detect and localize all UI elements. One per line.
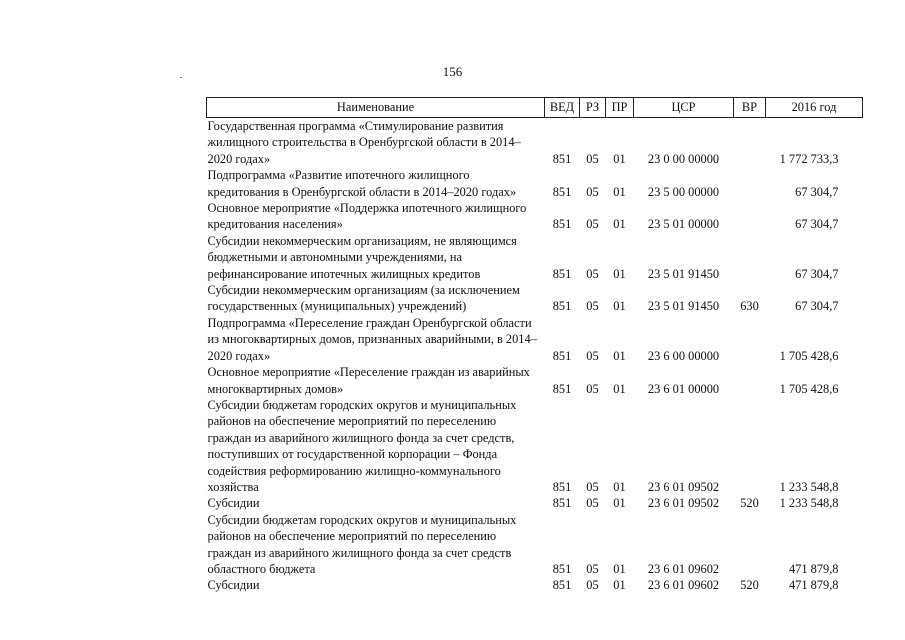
row-amount: 67 304,7 — [795, 266, 839, 281]
table-row — [207, 167, 863, 200]
row-amount: 67 304,7 — [795, 299, 839, 314]
row-rz: 05 — [586, 151, 599, 166]
table-row — [207, 282, 863, 315]
row-name: Субсидии — [207, 496, 260, 511]
budget-table — [206, 97, 863, 594]
row-name: Подпрограмма «Переселение граждан Оренбургской области из многоквартирных домов, признанных аварийными, в 2014–2020 годах» — [207, 315, 537, 363]
row-pr: 01 — [613, 561, 626, 576]
row-csr: 23 5 01 00000 — [647, 217, 720, 232]
row-amount: 471 879,8 — [788, 578, 839, 593]
row-pr: 01 — [613, 184, 626, 199]
row-rz: 05 — [586, 381, 599, 396]
row-ved: 851 — [552, 348, 572, 363]
row-rz: 05 — [586, 479, 599, 494]
table-row — [207, 577, 863, 593]
row-ved: 851 — [552, 381, 572, 396]
row-csr: 23 6 01 09602 — [647, 561, 720, 576]
row-vr: 520 — [740, 578, 759, 593]
header-vr: ВР — [734, 98, 766, 118]
row-vr — [734, 233, 766, 282]
row-ved: 851 — [552, 479, 572, 494]
row-vr — [734, 397, 766, 495]
row-pr: 01 — [613, 266, 626, 281]
row-name: Основное мероприятие «Переселение граждан из аварийных многоквартирных домов» — [207, 365, 530, 396]
header-pr: ПР — [606, 98, 634, 118]
header-year: 2016 год — [766, 98, 863, 118]
row-name: Субсидии — [207, 578, 260, 593]
row-pr: 01 — [613, 578, 626, 593]
row-rz: 05 — [586, 184, 599, 199]
row-rz: 05 — [586, 217, 599, 232]
row-name: Субсидии бюджетам городских округов и муниципальных районов на обеспечение мероприятий по переселению граждан из аварийного жилищного фонда за счет средств, поступивших от государственной корпорации – Фонда содействия реформированию жилищно-коммунального хозяйства — [207, 397, 517, 494]
row-vr — [734, 167, 766, 200]
table-row — [207, 315, 863, 364]
row-amount: 1 233 548,8 — [779, 479, 839, 494]
row-name: Субсидии некоммерческим организациям, не являющимся бюджетными и автономными учреждениями, на рефинансирование ипотечных жилищных кредитов — [207, 233, 517, 281]
table-row — [207, 512, 863, 578]
table-row — [207, 200, 863, 233]
row-name: Субсидии некоммерческим организациям (за исключением государственных (муниципальных) учреждений) — [207, 283, 520, 314]
row-pr: 01 — [613, 496, 626, 511]
row-ved: 851 — [552, 561, 572, 576]
row-amount: 67 304,7 — [795, 217, 839, 232]
scan-artifact — [180, 77, 182, 78]
row-vr — [734, 200, 766, 233]
row-rz: 05 — [586, 561, 599, 576]
row-vr — [734, 512, 766, 578]
header-csr: ЦСР — [634, 98, 734, 118]
row-csr: 23 0 00 00000 — [647, 151, 720, 166]
row-name: Государственная программа «Стимулирование развития жилищного строительства в Оренбургской области в 2014–2020 годах» — [207, 119, 521, 166]
table-header-row — [207, 98, 863, 118]
row-rz: 05 — [586, 348, 599, 363]
row-rz: 05 — [586, 299, 599, 314]
row-csr: 23 5 01 91450 — [647, 266, 720, 281]
table-row — [207, 118, 863, 168]
row-csr: 23 5 01 91450 — [647, 299, 720, 314]
row-csr: 23 6 01 09502 — [647, 479, 720, 494]
row-pr: 01 — [613, 151, 626, 166]
row-ved: 851 — [552, 151, 572, 166]
row-vr — [734, 118, 766, 168]
row-name: Подпрограмма «Развитие ипотечного жилищного кредитования в Оренбургской области в 2014–2020 годах» — [207, 168, 517, 199]
table-row — [207, 397, 863, 495]
header-ved: ВЕД — [545, 98, 580, 118]
row-amount: 1 772 733,3 — [779, 151, 839, 166]
row-rz: 05 — [586, 266, 599, 281]
table-row — [207, 364, 863, 397]
row-amount: 1 705 428,6 — [779, 348, 839, 363]
header-rz: РЗ — [580, 98, 606, 118]
row-pr: 01 — [613, 479, 626, 494]
row-csr: 23 6 01 09502 — [647, 496, 720, 511]
row-pr: 01 — [613, 299, 626, 314]
row-rz: 05 — [586, 496, 599, 511]
row-pr: 01 — [613, 348, 626, 363]
page-number: 156 — [442, 64, 463, 79]
row-ved: 851 — [552, 184, 572, 199]
row-rz: 05 — [586, 578, 599, 593]
row-csr: 23 5 00 00000 — [647, 184, 720, 199]
row-pr: 01 — [613, 217, 626, 232]
row-vr — [734, 364, 766, 397]
row-csr: 23 6 01 00000 — [647, 381, 720, 396]
row-ved: 851 — [552, 578, 572, 593]
row-ved: 851 — [552, 217, 572, 232]
row-amount: 471 879,8 — [788, 561, 839, 576]
row-name: Основное мероприятие «Поддержка ипотечного жилищного кредитования населения» — [207, 201, 527, 232]
row-vr — [734, 315, 766, 364]
row-ved: 851 — [552, 496, 572, 511]
row-csr: 23 6 01 09602 — [647, 578, 720, 593]
row-amount: 1 233 548,8 — [779, 496, 839, 511]
table-row — [207, 495, 863, 511]
header-name: Наименование — [207, 98, 545, 118]
row-ved: 851 — [552, 266, 572, 281]
row-vr: 520 — [740, 496, 759, 511]
row-name: Субсидии бюджетам городских округов и муниципальных районов на обеспечение мероприятий по переселению граждан из аварийного жилищного фонда за счет средств областного бюджета — [207, 512, 517, 576]
row-amount: 1 705 428,6 — [779, 381, 839, 396]
table-row — [207, 233, 863, 282]
row-csr: 23 6 00 00000 — [647, 348, 720, 363]
row-pr: 01 — [613, 381, 626, 396]
row-vr: 630 — [740, 299, 759, 314]
row-ved: 851 — [552, 299, 572, 314]
row-amount: 67 304,7 — [795, 184, 839, 199]
